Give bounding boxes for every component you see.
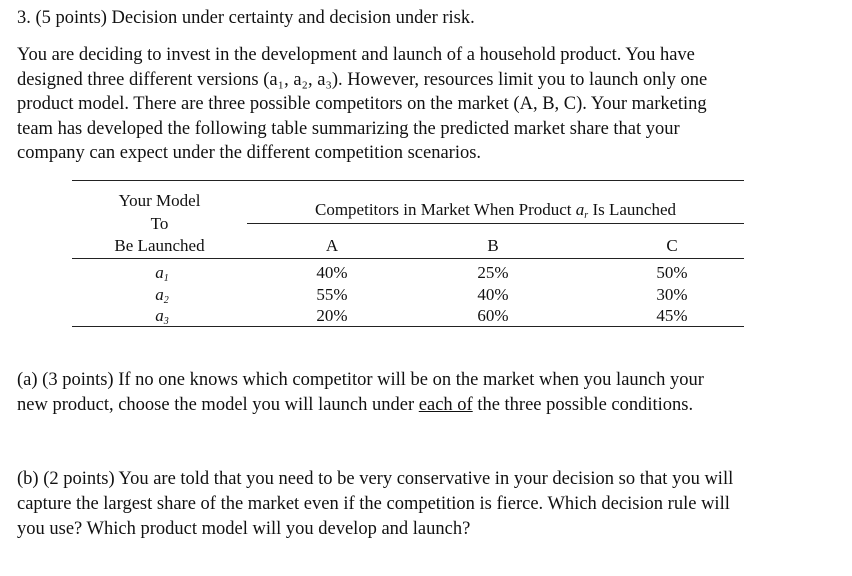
intro-line: designed three different versions (a₁, a₂, a₃). However, resources limit you to launch only one: [17, 69, 708, 90]
part-a-line: (a) (3 points) If no one knows which competitor will be on the market when you launch your: [17, 370, 704, 390]
part-b-question: [17, 467, 832, 542]
market-share-table: [72, 178, 744, 330]
table-cell: 60%: [477, 306, 509, 325]
table-cell: 25%: [477, 263, 509, 282]
table-cell: 20%: [316, 306, 348, 325]
row-model-label: $a_1$: [155, 263, 169, 284]
table-cell: 40%: [316, 263, 348, 282]
group-header-symbol: a: [575, 200, 585, 219]
group-header-prefix: Competitors in Market When Product: [314, 200, 576, 219]
table-cell: 55%: [316, 285, 348, 304]
part-b-line: capture the largest share of the market even if the competition is fierce. Which decision rule will: [17, 494, 730, 514]
row-model-label: $a_3$: [155, 306, 169, 327]
left-header-line: To: [150, 214, 169, 233]
part-b-line: you use? Which product model will you develop and launch?: [17, 519, 471, 539]
header-bottom-rule: [72, 258, 744, 259]
intro-line: company can expect under the different competition scenarios.: [17, 143, 482, 164]
left-header-line: Be Launched: [114, 236, 205, 255]
part-b-line: (b) (2 points) You are told that you need to be very conservative in your decision so that you will: [17, 469, 734, 489]
group-header-subscript: r: [584, 210, 589, 221]
part-a-line: new product, choose the model you will launch under each of the three possible conditions.: [17, 395, 694, 415]
left-header-line: Your Model: [118, 191, 201, 210]
part-a-question: [17, 368, 832, 418]
table-cell: 30%: [656, 285, 688, 304]
group-header-suffix: Is Launched: [588, 200, 676, 219]
column-header-b: B: [487, 236, 499, 255]
underlined-phrase: each of: [418, 395, 473, 415]
question-title: 3. (5 points) Decision under certainty and decision under risk.: [17, 8, 475, 28]
intro-line: team has developed the following table summarizing the predicted market share that your: [17, 118, 680, 139]
row-model-label: $a_2$: [155, 285, 169, 306]
table-cell: 40%: [477, 285, 509, 304]
intro-line: product model. There are three possible competitors on the market (A, B, C). Your marketing: [17, 94, 707, 115]
table-cell: 45%: [656, 306, 688, 325]
table-top-rule: [72, 180, 744, 181]
column-header-a: A: [325, 236, 339, 255]
group-header: [247, 199, 744, 226]
column-header-c: C: [666, 236, 678, 255]
question-intro: [17, 43, 827, 166]
table-cell: 50%: [656, 263, 688, 282]
intro-line: You are deciding to invest in the development and launch of a household product. You have: [17, 45, 695, 65]
